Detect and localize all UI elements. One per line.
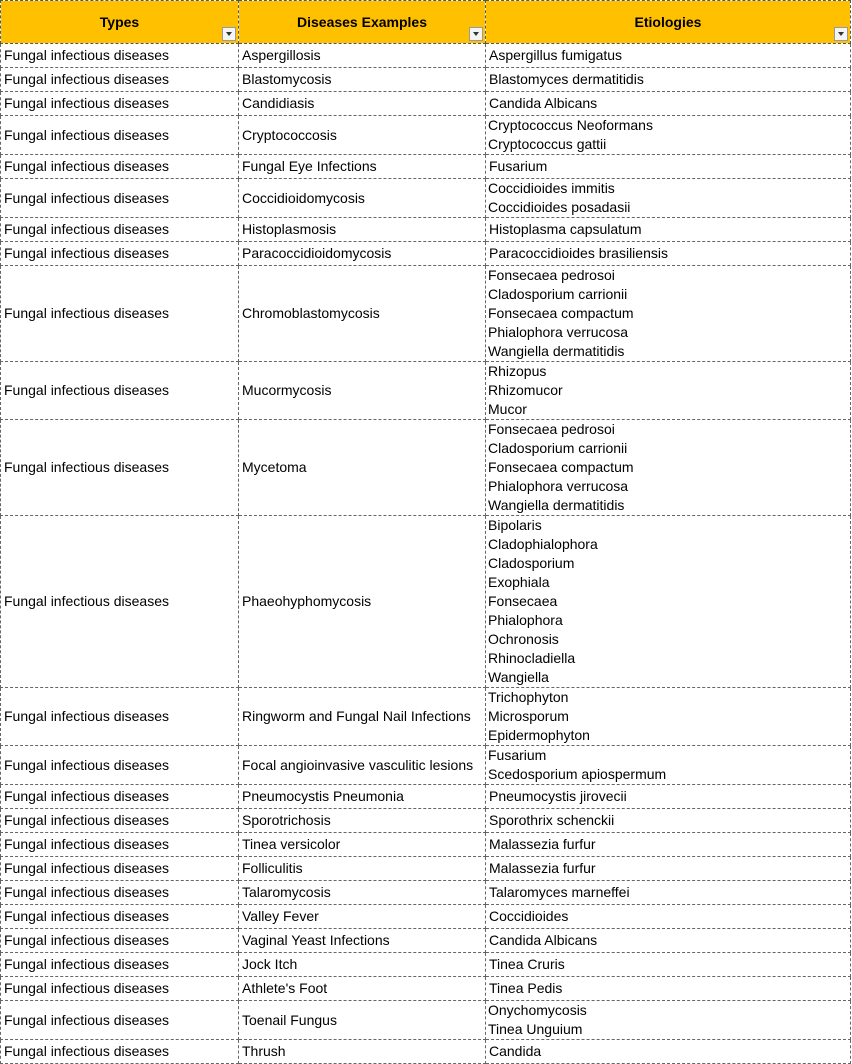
etiology-line: Phialophora [488,612,563,628]
table-row [1,116,851,155]
cell-type[interactable]: Fungal infectious diseases [1,68,239,92]
cell-etiologies[interactable] [486,1040,851,1064]
cell-disease[interactable]: Toenail Fungus [239,1001,486,1040]
filter-dropdown-icon[interactable] [834,27,848,41]
cell-type[interactable]: Fungal infectious diseases [1,362,239,420]
etiology-line: Cryptococcus gattii [488,136,607,152]
table-row [1,266,851,362]
table-row [1,179,851,218]
cell-etiologies[interactable] [486,1001,851,1040]
filter-dropdown-icon[interactable] [469,27,483,41]
cell-type[interactable]: Fungal infectious diseases [1,116,239,155]
cell-etiologies[interactable] [486,857,851,881]
header-row [1,1,851,44]
etiology-line: Cryptococcus Neoformans [488,117,653,133]
cell-etiologies[interactable] [486,953,851,977]
cell-disease[interactable]: Folliculitis [239,857,486,881]
cell-type[interactable]: Fungal infectious diseases [1,92,239,116]
etiology-line: Talaromyces marneffei [489,884,630,900]
cell-disease[interactable]: Cryptococcosis [239,116,486,155]
cell-etiologies[interactable] [486,809,851,833]
cell-etiologies[interactable] [486,179,851,218]
table-row [1,218,851,242]
etiology-line: Tinea Unguium [488,1021,583,1037]
etiology-line: Cladosporium carrionii [488,286,628,302]
etiology-line: Fonsecaea pedrosoi [488,421,615,437]
cell-etiologies[interactable] [486,785,851,809]
cell-type[interactable]: Fungal infectious diseases [1,1001,239,1040]
etiology-line: Fonsecaea [488,593,558,609]
etiology-line: Microsporum [488,708,569,724]
cell-disease[interactable]: Chromoblastomycosis [239,266,486,362]
etiology-line: Mucor [488,401,527,417]
cell-type[interactable]: Fungal infectious diseases [1,516,239,688]
etiology-line: Candida Albicans [489,95,598,111]
cell-etiologies[interactable] [486,516,851,688]
etiology-line: Onychomycosis [488,1002,587,1018]
cell-disease[interactable]: Paracoccidioidomycosis [239,242,486,266]
etiology-line: Phialophora verrucosa [488,478,629,494]
cell-etiologies[interactable] [486,68,851,92]
cell-disease[interactable]: Ringworm and Fungal Nail Infections [239,688,486,746]
table-row [1,44,851,68]
cell-disease[interactable]: Coccidioidomycosis [239,179,486,218]
header-types [1,1,239,44]
etiology-line: Histoplasma capsulatum [489,221,642,237]
cell-etiologies[interactable] [486,242,851,266]
cell-type[interactable]: Fungal infectious diseases [1,905,239,929]
cell-etiologies[interactable] [486,92,851,116]
cell-type[interactable]: Fungal infectious diseases [1,746,239,785]
cell-etiologies[interactable] [486,218,851,242]
cell-type[interactable]: Fungal infectious diseases [1,785,239,809]
cell-type[interactable]: Fungal infectious diseases [1,809,239,833]
cell-disease[interactable]: Mucormycosis [239,362,486,420]
cell-type[interactable]: Fungal infectious diseases [1,155,239,179]
header-etiologies-label: Etiologies [634,14,702,30]
cell-etiologies[interactable] [486,688,851,746]
cell-disease[interactable]: Mycetoma [239,420,486,516]
cell-etiologies[interactable] [486,362,851,420]
cell-type[interactable]: Fungal infectious diseases [1,242,239,266]
cell-disease[interactable]: Candidiasis [239,92,486,116]
etiology-line: Ochronosis [488,631,559,647]
cell-disease[interactable]: Pneumocystis Pneumonia [239,785,486,809]
cell-type[interactable]: Fungal infectious diseases [1,977,239,1001]
cell-disease[interactable]: Talaromycosis [239,881,486,905]
etiology-line: Fusarium [488,747,547,763]
table-row [1,785,851,809]
cell-etiologies[interactable] [486,977,851,1001]
cell-etiologies[interactable] [486,155,851,179]
table-row [1,881,851,905]
cell-type[interactable]: Fungal infectious diseases [1,953,239,977]
etiology-line: Aspergillus fumigatus [489,47,623,63]
table-row [1,688,851,746]
cell-disease[interactable]: Valley Fever [239,905,486,929]
etiology-line: Wangiella [488,669,549,685]
etiology-line: Fonsecaea compactum [488,459,634,475]
cell-etiologies[interactable] [486,746,851,785]
etiology-line: Coccidioides immitis [488,180,615,196]
etiology-line: Fusarium [489,158,548,174]
etiology-line: Bipolaris [488,517,542,533]
header-diseases-label: Diseases Examples [297,14,427,30]
etiology-line: Tinea Cruris [489,956,565,972]
cell-type[interactable]: Fungal infectious diseases [1,218,239,242]
cell-type[interactable]: Fungal infectious diseases [1,1040,239,1064]
cell-etiologies[interactable] [486,266,851,362]
cell-type[interactable]: Fungal infectious diseases [1,833,239,857]
cell-etiologies[interactable] [486,420,851,516]
table-row [1,977,851,1001]
table-row [1,1040,851,1064]
table-row [1,833,851,857]
cell-type[interactable]: Fungal infectious diseases [1,266,239,362]
etiology-line: Sporothrix schenckii [489,812,615,828]
table-row [1,155,851,179]
etiology-line: Candida Albicans [489,932,598,948]
cell-disease[interactable]: Jock Itch [239,953,486,977]
etiology-line: Cladosporium carrionii [488,440,628,456]
cell-type[interactable]: Fungal infectious diseases [1,420,239,516]
etiology-line: Scedosporium apiospermum [488,766,667,782]
cell-disease[interactable]: Tinea versicolor [239,833,486,857]
etiology-line: Malassezia furfur [489,860,596,876]
etiology-line: Trichophyton [488,689,569,705]
cell-disease[interactable]: Athlete's Foot [239,977,486,1001]
table-row [1,809,851,833]
etiology-line: Tinea Pedis [489,980,563,996]
table-row [1,68,851,92]
cell-etiologies[interactable] [486,881,851,905]
filter-dropdown-icon[interactable] [222,27,236,41]
cell-disease[interactable]: Thrush [239,1040,486,1064]
etiology-line: Rhinocladiella [488,650,576,666]
cell-etiologies[interactable] [486,833,851,857]
cell-disease[interactable]: Focal angioinvasive vasculitic lesions [239,746,486,785]
cell-type[interactable]: Fungal infectious diseases [1,44,239,68]
cell-type[interactable]: Fungal infectious diseases [1,688,239,746]
etiology-line: Fonsecaea pedrosoi [488,267,615,283]
etiology-line: Rhizopus [488,363,547,379]
etiology-line: Wangiella dermatitidis [488,343,625,359]
cell-etiologies[interactable] [486,929,851,953]
cell-etiologies[interactable] [486,905,851,929]
cell-type[interactable]: Fungal infectious diseases [1,881,239,905]
header-etiologies [486,1,851,44]
table-row [1,746,851,785]
table-row [1,857,851,881]
cell-disease[interactable]: Fungal Eye Infections [239,155,486,179]
etiology-line: Coccidioides [489,908,569,924]
etiology-line: Candida [489,1043,542,1059]
table-row [1,420,851,516]
etiology-line: Coccidioides posadasii [488,199,631,215]
header-types-label: Types [99,14,140,30]
etiology-line: Wangiella dermatitidis [488,497,625,513]
header-diseases [239,1,486,44]
cell-type[interactable]: Fungal infectious diseases [1,857,239,881]
table-row [1,516,851,688]
etiology-line: Phialophora verrucosa [488,324,629,340]
etiology-line: Exophiala [488,574,550,590]
etiology-line: Paracoccidioides brasiliensis [489,245,668,261]
table-row [1,953,851,977]
cell-etiologies[interactable] [486,116,851,155]
etiology-line: Cladosporium [488,555,575,571]
table-row [1,1001,851,1040]
cell-disease[interactable]: Vaginal Yeast Infections [239,929,486,953]
cell-type[interactable]: Fungal infectious diseases [1,179,239,218]
etiology-line: Pneumocystis jirovecii [489,788,627,804]
table-row [1,362,851,420]
etiology-line: Epidermophyton [488,727,590,743]
cell-disease[interactable]: Sporotrichosis [239,809,486,833]
etiology-line: Blastomyces dermatitidis [489,71,644,87]
table-row [1,242,851,266]
etiology-line: Malassezia furfur [489,836,596,852]
cell-disease[interactable]: Aspergillosis [239,44,486,68]
table-row [1,92,851,116]
cell-disease[interactable]: Phaeohyphomycosis [239,516,486,688]
cell-etiologies[interactable] [486,44,851,68]
cell-disease[interactable]: Histoplasmosis [239,218,486,242]
etiology-line: Fonsecaea compactum [488,305,634,321]
table-row [1,905,851,929]
table-row [1,929,851,953]
table-body [1,44,851,1064]
etiology-line: Cladophialophora [488,536,598,552]
etiology-line: Rhizomucor [488,382,563,398]
cell-type[interactable]: Fungal infectious diseases [1,929,239,953]
cell-disease[interactable]: Blastomycosis [239,68,486,92]
